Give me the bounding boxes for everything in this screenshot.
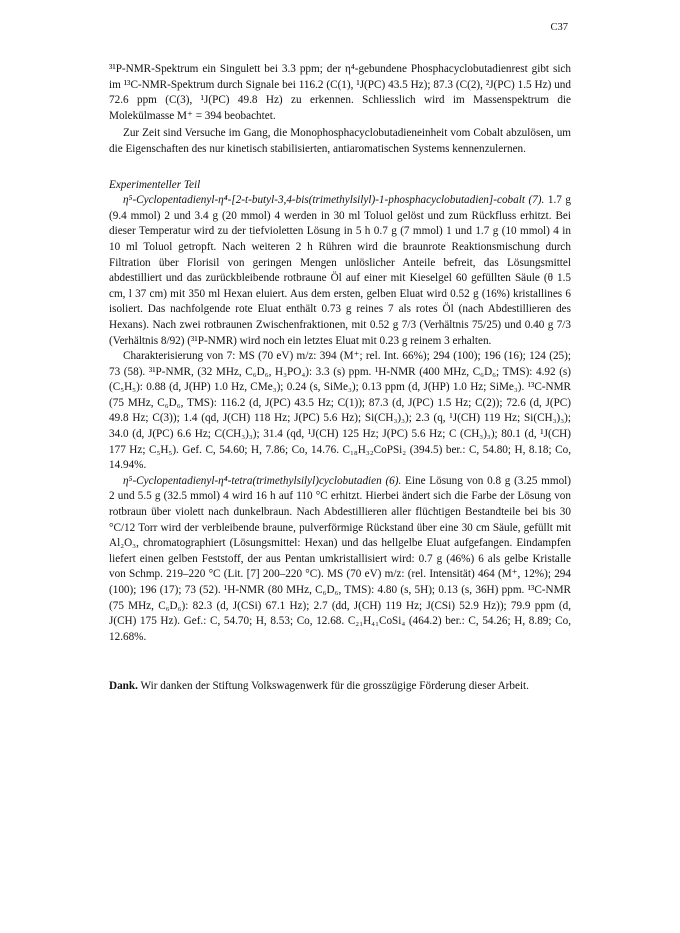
compound-6-procedure: Eine Lösung von 0.8 g (3.25 mmol) 2 und 5.5 g (32.5 mmol) 4 wird 16 h auf 110 °C erhitzt. Hierbei ändert sich die Farbe der Lösung von rotbraun über violett nach dunkelbraun. Nach Abdestillieren aller flüchtigen Bestandteile bei bis 30 °C/12 Torr wird der verbleibende braune, pulverförmige Rückstand über eine 30 cm Säule, gefüllt mit Al₂O₃, chromatographiert (Lösungsmittel: Hexan) und das hellgelbe Eluat aufgefangen. Eindampfen liefert einen gelben Feststoff, der aus Pentan umkristallisiert wird: 0.7 g (46%) 6 als gelbe Kristalle von Schmp. 219–220 °C (Lit. [7] 200–220 °C). MS (70 eV) m/z: (rel. Intensität) 464 (M⁺, 12%); 294 (100); 196 (17); 73 (52). ¹H-NMR (80 MHz, C₆D₆, TMS): 4.80 (s, 5H); 0.13 (s, 36H) ppm. ¹³C-NMR (75 MHz, C₆D₆): 82.3 (d, J(CSi) 67.1 Hz); 2.7 (dd, J(CH) 119 Hz; J(CSi) 52.9 Hz)); 79.9 ppm (d, J(CH) 175 Hz). Gef.: C, 54.70; H, 8.53; Co, 12.68. C₂₁H₄₁CoSi₄ (464.2) ber.: C, 54.26; H, 8.89; Co, 12.68%.	[109, 474, 571, 643]
compound-6-title: η⁵-Cyclopentadienyl-η⁴-tetra(trimethylsilyl)cyclobutadien (6).	[123, 474, 402, 487]
acknowledgement-text: Wir danken der Stiftung Volkswagenwerk für die grosszügige Förderung dieser Arbeit.	[140, 680, 529, 693]
page-number: C37	[550, 22, 568, 33]
paragraph-compound-6	[109, 474, 571, 646]
text-column	[109, 62, 571, 695]
acknowledgement-label: Dank.	[109, 680, 138, 693]
compound-7-procedure: 1.7 g (9.4 mmol) 2 und 3.4 g (20 mmol) 4 werden in 30 ml Toluol gelöst und zum Rückfluss erhitzt. Bei dieser Temperatur wird zu der tiefvioletten Lösung in 5 h 0.7 g (7 mmol) 1 und 1.7 g (10 mmol) 4 in 10 ml Toluol getropft. Nach weiteren 2 h Rühren wird die braunrote Reaktionsmischung durch Filtration über Florisil von geringen Mengen unlöslicher Anteile befreit, das Lösungsmittel abdestilliert und das zurückbleibende rotbraune Öl auf einer mit Kieselgel 60 gefüllten Säule (θ 1.5 cm, l 37 cm) mit 350 ml Hexan eluiert. Aus dem ersten, gelben Eluat wird 0.52 g (16%) kristallines 6 isoliert. Das nachfolgende rote Eluat enthält 0.73 g reines 7 als rotes Öl (nach Abdestillieren des Hexans). Nach zwei rotbraunen Zwischenfraktionen, mit 0.52 g 7/3 (Verhältnis 75/25) und 0.40 g 7/3 (Verhältnis 8/92) (³¹P-NMR) wird noch ein letztes Eluat mit 0.23 g reinem 3 erhalten.	[109, 194, 572, 347]
paragraph-compound-7	[109, 193, 571, 349]
acknowledgement	[109, 679, 571, 695]
compound-7-title: η⁵-Cyclopentadienyl-η⁴-[2-t-butyl-3,4-bis(trimethylsilyl)-1-phosphacyclobutadien]-cobalt (7).	[123, 194, 545, 207]
paragraph-compound-7-characterization: Charakterisierung von 7: MS (70 eV) m/z: 394 (M⁺; rel. Int. 66%); 294 (100); 196 (16); 124 (25); 73 (58). ³¹P-NMR, (32 MHz, C₆D₆, H₃PO₄): 3.3 (s) ppm. ¹H-NMR (400 MHz, C₆D₆; TMS): 4.92 (s) (C₅H₅): 0.88 (d, J(HP) 1.0 Hz, CMe₃); 0.24 (s, SiMe₃); 0.13 ppm (d, J(HP) 1.0 Hz; SiMe₃). ¹³C-NMR (75 MHz, C₆D₆, TMS): 116.2 (d, J(PC) 43.5 Hz; C(1)); 87.3 (d, J(PC) 1.5 Hz; C(2)); 72.6 (d, J(PC) 49.8 Hz; C(3)); 1.4 (qd, J(CH) 118 Hz; J(PC) 5.6 Hz); Si(CH₃)₃); 2.3 (q, ¹J(CH) 119 Hz; Si(CH₃)₃); 34.0 (d, J(PC) 6.6 Hz; C(CH₃)₃); 31.4 (qd, ¹J(CH) 125 Hz; J(PC) 5.6 Hz; C (CH₃)₃); 80.1 (d, ¹J(CH) 177 Hz; C₅H₅). Gef. C, 54.60; H, 7.86; Co, 14.76. C₁₈H₃₂CoPSi₂ (394.5) ber.: C, 54.80; H, 8.18; Co, 14.94%.	[109, 350, 571, 472]
paragraph-nmr-results: ³¹P-NMR-Spektrum ein Singulett bei 3.3 ppm; der η⁴-gebundene Phosphacyclobutadienrest gibt sich im ¹³C-NMR-Spektrum durch Signale bei 116.2 (C(1), ¹J(PC) 43.5 Hz); 87.3 (C(2), ²J(PC) 1.5 Hz) und 72.6 ppm (C(3), ¹J(PC) 49.8 Hz) zu erkennen. Schliesslich wird im Massenspektrum die Molekülmasse M⁺ = 394 beobachtet.	[109, 63, 571, 122]
paragraph-outlook: Zur Zeit sind Versuche im Gang, die Monophosphacyclobutadieneinheit vom Cobalt abzulösen, um die Eigenschaften des nur kinetisch stabilisierten, antiaromatischen Systems kennenzulernen.	[109, 127, 571, 155]
section-heading-experimental: Experimenteller Teil	[109, 178, 201, 191]
